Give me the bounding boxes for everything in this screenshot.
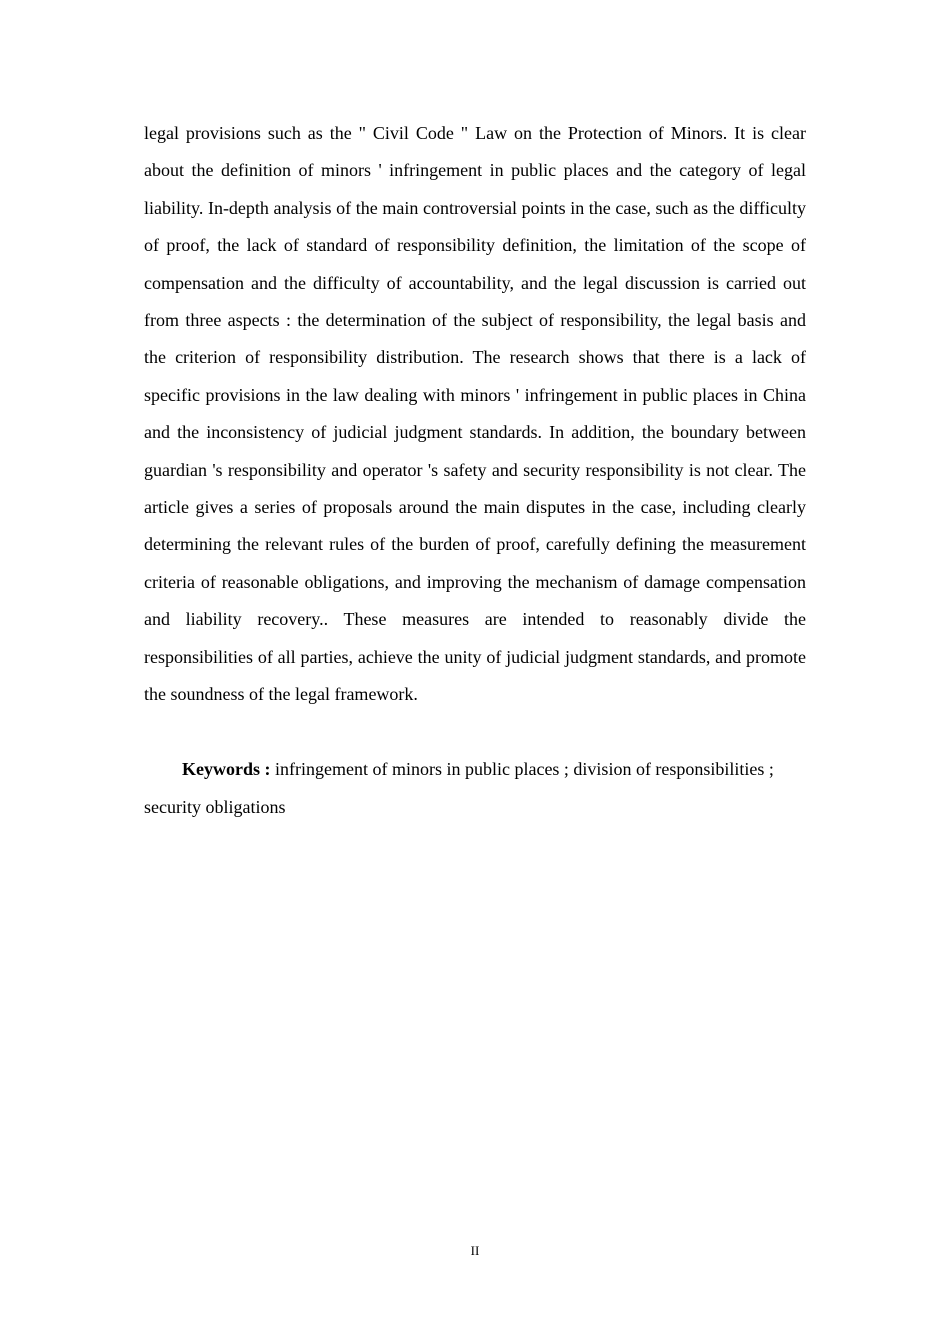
page-number: II bbox=[470, 1243, 480, 1258]
abstract-paragraph: legal provisions such as the " Civil Code " Law on the Protection of Minors. It is clear about the definition of minors ' infringement in public places and the category of legal liability. In-depth analysis of the main controversial points in the case, such as the difficulty of proof, the lack of standard of responsibility definition, the limitation of the scope of compensation and the difficulty of accountability, and the legal discussion is carried out from three aspects : the determination of the subject of responsibility, the legal basis and the criterion of responsibility distribution. The research shows that there is a lack of specific provisions in the law dealing with minors ' infringement in public places in China and the inconsistency of judicial judgment standards. In addition, the boundary between guardian 's responsibility and operator 's safety and security responsibility is not clear. The article gives a series of proposals around the main disputes in the case, including clearly determining the relevant rules of the burden of proof, carefully defining the measurement criteria of reasonable obligations, and improving the mechanism of damage compensation and liability recovery.. These measures are intended to reasonably divide the responsibilities of all parties, achieve the unity of judicial judgment standards, and promote the soundness of the legal framework. bbox=[144, 123, 806, 705]
keywords-text: infringement of minors in public places ; division of responsibilities ; security obligations bbox=[144, 759, 774, 817]
keywords-line bbox=[144, 750, 812, 826]
keywords-label: Keywords : bbox=[182, 759, 271, 779]
